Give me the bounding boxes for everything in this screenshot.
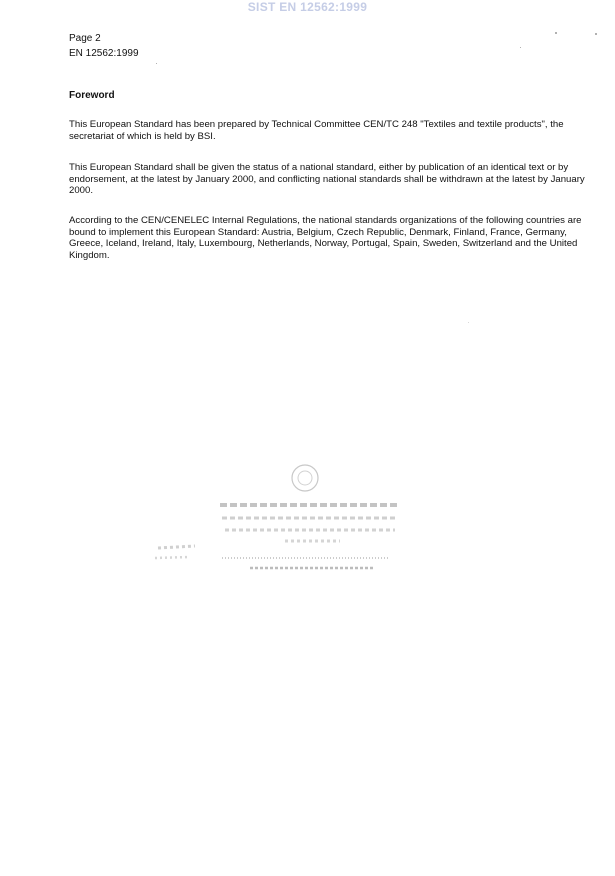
stamp-graphic bbox=[150, 460, 450, 590]
page-number: Page 2 bbox=[69, 33, 101, 44]
scan-speck bbox=[520, 47, 521, 48]
paragraph-2: This European Standard shall be given the status of a national standard, either by publication of an identical text or by endorsement, at the latest by January 2000, and conflicting national standards shall be withdrawn at the latest by January 2000. bbox=[69, 162, 585, 197]
scan-speck bbox=[156, 63, 157, 64]
paragraph-1: This European Standard has been prepared by Technical Committee CEN/TC 248 "Textiles and textile products", the secretariat of which is held by BSI. bbox=[69, 119, 564, 142]
page-header bbox=[69, 31, 139, 61]
section-title: Foreword bbox=[69, 90, 115, 101]
standard-number: EN 12562:1999 bbox=[69, 48, 139, 59]
watermark-header: SIST EN 12562:1999 bbox=[247, 0, 368, 14]
scan-speck bbox=[468, 322, 469, 323]
scan-speck bbox=[555, 32, 557, 34]
paragraph-3: According to the CEN/CENELEC Internal Regulations, the national standards organizations of the following countries are bound to implement this European Standard: Austria, Belgium, Czech Republic, Denmark, Finland, France, Germany, Greece, Iceland, Ireland, Italy, Luxembourg, Netherlands, Norway, Portugal, Spain, Sweden, Switzerland and the United Kingdom. bbox=[69, 215, 582, 261]
scan-speck bbox=[595, 33, 597, 35]
official-stamp bbox=[150, 460, 450, 590]
